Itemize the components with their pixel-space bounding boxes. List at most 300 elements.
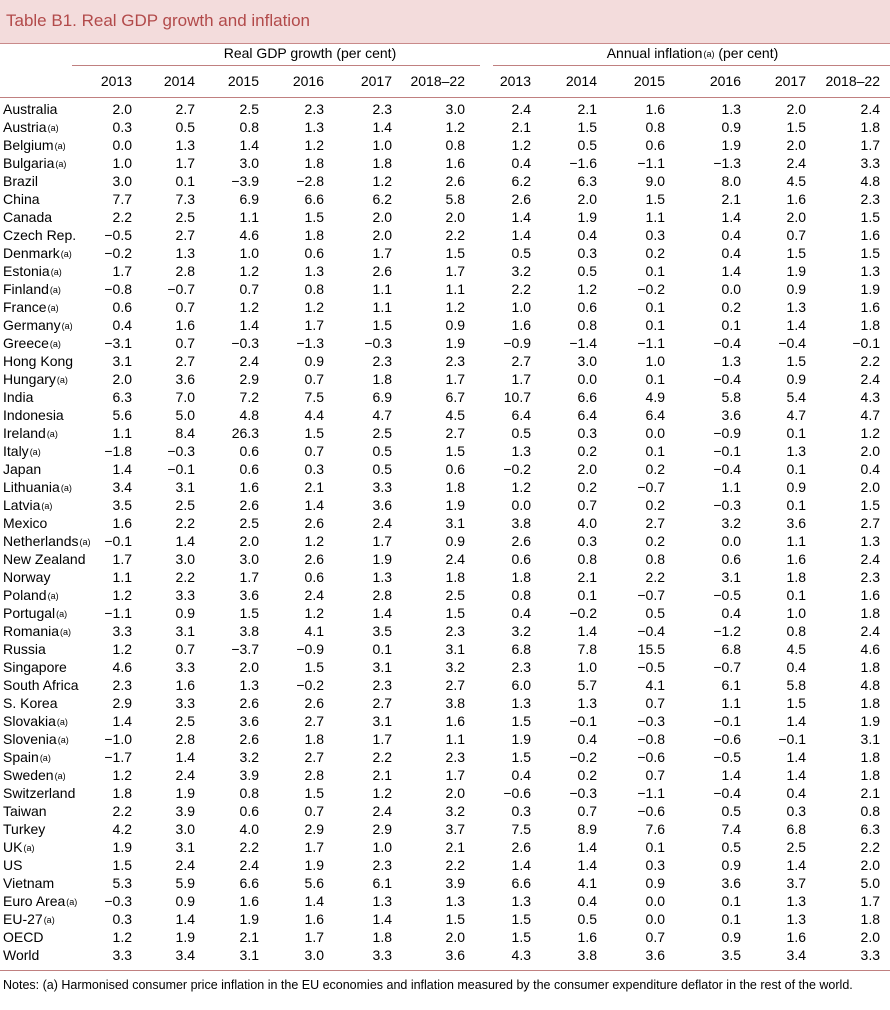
gdp-value-cell: 3.3 bbox=[175, 587, 195, 603]
inflation-value-cell: −0.4 bbox=[637, 623, 665, 639]
inflation-value-cell: 1.5 bbox=[511, 713, 531, 729]
gdp-value-cell: 2.6 bbox=[372, 263, 392, 279]
table-row bbox=[0, 371, 890, 389]
footnote-marker: (a) bbox=[57, 735, 69, 745]
inflation-value-cell: 0.0 bbox=[721, 281, 741, 297]
gdp-value-cell: −0.7 bbox=[167, 281, 195, 297]
gdp-value-cell: 0.9 bbox=[175, 893, 195, 909]
table-row bbox=[0, 389, 890, 407]
inflation-value-cell: 5.8 bbox=[786, 677, 806, 693]
gdp-value-cell: 0.3 bbox=[112, 119, 132, 135]
gdp-value-cell: 3.1 bbox=[445, 515, 465, 531]
inflation-value-cell: 0.8 bbox=[577, 317, 597, 333]
gdp-value-cell: 7.7 bbox=[112, 191, 132, 207]
gdp-value-cell: 0.1 bbox=[175, 173, 195, 189]
gdp-value-cell: 7.0 bbox=[175, 389, 195, 405]
inflation-value-cell: 3.3 bbox=[860, 947, 880, 963]
inflation-value-cell: 0.1 bbox=[786, 587, 806, 603]
header-rule bbox=[0, 97, 890, 98]
inflation-value-cell: 0.9 bbox=[786, 371, 806, 387]
inflation-value-cell: 1.4 bbox=[577, 839, 597, 855]
inflation-value-cell: 2.3 bbox=[511, 659, 531, 675]
inflation-value-cell: 1.2 bbox=[860, 425, 880, 441]
table-row bbox=[0, 803, 890, 821]
gdp-value-cell: 0.7 bbox=[304, 371, 324, 387]
gdp-value-cell: 1.8 bbox=[445, 479, 465, 495]
table-row bbox=[0, 947, 890, 965]
gdp-value-cell: 2.7 bbox=[304, 713, 324, 729]
gdp-value-cell: 0.5 bbox=[175, 119, 195, 135]
gdp-value-cell: 2.3 bbox=[445, 353, 465, 369]
country-cell bbox=[3, 299, 59, 315]
gdp-value-cell: 6.2 bbox=[372, 191, 392, 207]
inflation-value-cell: 3.2 bbox=[511, 263, 531, 279]
gdp-value-cell: 3.0 bbox=[239, 551, 259, 567]
gdp-value-cell: 3.1 bbox=[372, 659, 392, 675]
inflation-value-cell: 0.4 bbox=[577, 893, 597, 909]
country-cell bbox=[3, 263, 62, 279]
inflation-value-cell: 1.2 bbox=[511, 137, 531, 153]
gdp-value-cell: 2.5 bbox=[445, 587, 465, 603]
inflation-value-cell: 0.6 bbox=[511, 551, 531, 567]
footnote-marker: (a) bbox=[54, 141, 66, 151]
gdp-value-cell: 2.4 bbox=[445, 551, 465, 567]
inflation-value-cell: −0.6 bbox=[713, 731, 741, 747]
inflation-value-cell: 0.4 bbox=[511, 767, 531, 783]
gdp-value-cell: 2.3 bbox=[445, 623, 465, 639]
gdp-value-cell: −1.0 bbox=[104, 731, 132, 747]
gdp-value-cell: 2.5 bbox=[239, 101, 259, 117]
gdp-value-cell: 2.7 bbox=[445, 425, 465, 441]
gdp-value-cell: 1.1 bbox=[239, 209, 259, 225]
gdp-value-cell: 1.4 bbox=[304, 893, 324, 909]
footnote-marker: (a) bbox=[56, 717, 68, 727]
table-row bbox=[0, 821, 890, 839]
inflation-value-cell: 2.4 bbox=[786, 155, 806, 171]
inflation-value-cell: −0.1 bbox=[713, 713, 741, 729]
gdp-value-cell: −1.3 bbox=[296, 335, 324, 351]
gdp-value-cell: 1.6 bbox=[175, 677, 195, 693]
gdp-value-cell: 1.5 bbox=[304, 209, 324, 225]
gdp-value-cell: 3.0 bbox=[175, 551, 195, 567]
inflation-value-cell: 0.1 bbox=[645, 443, 665, 459]
gdp-value-cell: 1.4 bbox=[175, 749, 195, 765]
inflation-value-cell: 0.9 bbox=[645, 875, 665, 891]
gdp-value-cell: 1.6 bbox=[239, 893, 259, 909]
table-row bbox=[0, 731, 890, 749]
year-header: 2014 bbox=[163, 73, 195, 89]
inflation-value-cell: −0.2 bbox=[569, 605, 597, 621]
inflation-value-cell: 6.3 bbox=[860, 821, 880, 837]
inflation-value-cell: 1.9 bbox=[860, 713, 880, 729]
country-name: Romania bbox=[3, 623, 60, 639]
gdp-value-cell: 1.7 bbox=[112, 263, 132, 279]
gdp-value-cell: 3.6 bbox=[239, 713, 259, 729]
gdp-value-cell: 6.9 bbox=[239, 191, 259, 207]
gdp-value-cell: 2.9 bbox=[304, 821, 324, 837]
inflation-value-cell: −0.2 bbox=[569, 749, 597, 765]
gdp-value-cell: −0.8 bbox=[104, 281, 132, 297]
inflation-value-cell: 2.0 bbox=[860, 443, 880, 459]
gdp-value-cell: 1.5 bbox=[372, 317, 392, 333]
inflation-value-cell: 0.4 bbox=[721, 227, 741, 243]
country-name: OECD bbox=[3, 929, 44, 945]
inflation-value-cell: 0.0 bbox=[721, 533, 741, 549]
inflation-value-cell: 3.4 bbox=[786, 947, 806, 963]
inflation-group-rule bbox=[493, 65, 890, 66]
inflation-value-cell: 1.7 bbox=[860, 893, 880, 909]
gdp-group-rule bbox=[72, 65, 480, 66]
gdp-value-cell: 1.3 bbox=[304, 119, 324, 135]
country-cell bbox=[3, 317, 73, 333]
country-cell bbox=[3, 569, 50, 585]
gdp-value-cell: 0.4 bbox=[112, 317, 132, 333]
inflation-value-cell: 4.3 bbox=[511, 947, 531, 963]
gdp-value-cell: 2.4 bbox=[175, 767, 195, 783]
gdp-value-cell: 1.7 bbox=[304, 839, 324, 855]
inflation-value-cell: 0.3 bbox=[645, 857, 665, 873]
inflation-value-cell: 2.6 bbox=[511, 839, 531, 855]
gdp-value-cell: 2.1 bbox=[372, 767, 392, 783]
inflation-value-cell: 7.6 bbox=[645, 821, 665, 837]
inflation-value-cell: 1.4 bbox=[786, 713, 806, 729]
inflation-value-cell: 1.7 bbox=[860, 137, 880, 153]
inflation-value-cell: 1.6 bbox=[860, 587, 880, 603]
gdp-value-cell: 3.1 bbox=[445, 641, 465, 657]
country-cell bbox=[3, 371, 68, 387]
gdp-value-cell: 2.0 bbox=[372, 209, 392, 225]
inflation-value-cell: −0.6 bbox=[637, 749, 665, 765]
table-row bbox=[0, 407, 890, 425]
gdp-value-cell: 2.3 bbox=[304, 101, 324, 117]
gdp-value-cell: 1.6 bbox=[175, 317, 195, 333]
inflation-value-cell: 10.7 bbox=[503, 389, 531, 405]
gdp-value-cell: 4.6 bbox=[112, 659, 132, 675]
inflation-value-cell: 1.6 bbox=[786, 191, 806, 207]
gdp-value-cell: 0.7 bbox=[175, 299, 195, 315]
country-cell bbox=[3, 695, 57, 711]
inflation-value-cell: 4.0 bbox=[577, 515, 597, 531]
gdp-value-cell: 1.4 bbox=[239, 137, 259, 153]
table-row bbox=[0, 713, 890, 731]
gdp-value-cell: 1.4 bbox=[112, 713, 132, 729]
gdp-value-cell: 1.6 bbox=[445, 155, 465, 171]
inflation-value-cell: 1.4 bbox=[511, 857, 531, 873]
inflation-value-cell: −0.9 bbox=[713, 425, 741, 441]
country-name: Taiwan bbox=[3, 803, 47, 819]
country-name: Indonesia bbox=[3, 407, 64, 423]
inflation-value-cell: 2.4 bbox=[860, 551, 880, 567]
gdp-value-cell: 0.6 bbox=[239, 803, 259, 819]
inflation-value-cell: 0.0 bbox=[645, 911, 665, 927]
footnote-marker: (a) bbox=[61, 321, 73, 331]
country-cell bbox=[3, 407, 64, 423]
table-row bbox=[0, 515, 890, 533]
inflation-value-cell: 3.8 bbox=[577, 947, 597, 963]
inflation-value-cell: 1.3 bbox=[786, 299, 806, 315]
inflation-value-cell: 6.4 bbox=[577, 407, 597, 423]
country-cell bbox=[3, 191, 40, 207]
country-name: Australia bbox=[3, 101, 58, 117]
inflation-value-cell: 3.6 bbox=[721, 875, 741, 891]
footnote-marker: (a) bbox=[50, 267, 62, 277]
gdp-value-cell: 1.2 bbox=[112, 587, 132, 603]
country-name: New Zealand bbox=[3, 551, 86, 567]
gdp-value-cell: 2.1 bbox=[239, 929, 259, 945]
gdp-value-cell: 2.4 bbox=[239, 353, 259, 369]
gdp-value-cell: 0.8 bbox=[445, 137, 465, 153]
country-name: Finland bbox=[3, 281, 49, 297]
gdp-value-cell: 1.7 bbox=[372, 245, 392, 261]
country-name: Hong Kong bbox=[3, 353, 74, 369]
country-cell bbox=[3, 245, 72, 261]
inflation-value-cell: 0.0 bbox=[645, 425, 665, 441]
inflation-value-cell: 6.4 bbox=[645, 407, 665, 423]
inflation-value-cell: 0.4 bbox=[721, 605, 741, 621]
gdp-value-cell: 4.1 bbox=[304, 623, 324, 639]
gdp-value-cell: 1.3 bbox=[175, 137, 195, 153]
country-cell bbox=[3, 821, 45, 837]
inflation-value-cell: 5.4 bbox=[786, 389, 806, 405]
gdp-value-cell: 2.3 bbox=[112, 677, 132, 693]
footnote-marker: (a) bbox=[54, 771, 66, 781]
gdp-value-cell: 3.1 bbox=[239, 947, 259, 963]
gdp-value-cell: 3.2 bbox=[239, 749, 259, 765]
year-header: 2016 bbox=[292, 73, 324, 89]
gdp-value-cell: 1.7 bbox=[445, 263, 465, 279]
inflation-value-cell: 2.2 bbox=[860, 839, 880, 855]
country-name: UK bbox=[3, 839, 23, 855]
inflation-value-cell: 2.0 bbox=[786, 209, 806, 225]
country-name: US bbox=[3, 857, 23, 873]
gdp-value-cell: 0.8 bbox=[239, 119, 259, 135]
inflation-value-cell: 4.7 bbox=[786, 407, 806, 423]
gdp-value-cell: −0.5 bbox=[104, 227, 132, 243]
inflation-value-cell: 7.5 bbox=[511, 821, 531, 837]
inflation-value-cell: −1.2 bbox=[713, 623, 741, 639]
gdp-value-cell: 6.3 bbox=[112, 389, 132, 405]
table-row bbox=[0, 191, 890, 209]
country-name: Slovenia bbox=[3, 731, 57, 747]
inflation-value-cell: 0.1 bbox=[645, 839, 665, 855]
gdp-value-cell: 1.5 bbox=[445, 911, 465, 927]
inflation-value-cell: 0.0 bbox=[511, 497, 531, 513]
country-name: France bbox=[3, 299, 47, 315]
gdp-value-cell: 0.8 bbox=[239, 785, 259, 801]
gdp-value-cell: 2.0 bbox=[445, 785, 465, 801]
inflation-value-cell: 2.2 bbox=[511, 281, 531, 297]
table-row bbox=[0, 497, 890, 515]
inflation-value-cell: 0.9 bbox=[721, 119, 741, 135]
gdp-value-cell: 2.4 bbox=[239, 857, 259, 873]
gdp-value-cell: 0.1 bbox=[372, 641, 392, 657]
footnote-marker: (a) bbox=[49, 339, 61, 349]
inflation-value-cell: 1.8 bbox=[860, 695, 880, 711]
country-name: EU-27 bbox=[3, 911, 43, 927]
country-name: Italy bbox=[3, 443, 29, 459]
table-row bbox=[0, 749, 890, 767]
country-name: Netherlands bbox=[3, 533, 79, 549]
table-row bbox=[0, 245, 890, 263]
inflation-value-cell: 0.4 bbox=[786, 659, 806, 675]
inflation-value-cell: −0.8 bbox=[637, 731, 665, 747]
inflation-value-cell: 0.2 bbox=[645, 461, 665, 477]
table-row bbox=[0, 605, 890, 623]
gdp-value-cell: −2.8 bbox=[296, 173, 324, 189]
inflation-value-cell: 2.4 bbox=[511, 101, 531, 117]
inflation-value-cell: 0.6 bbox=[577, 299, 597, 315]
inflation-value-cell: 1.3 bbox=[721, 353, 741, 369]
inflation-value-cell: −0.3 bbox=[713, 497, 741, 513]
gdp-value-cell: 1.2 bbox=[239, 299, 259, 315]
footnote-marker: (a) bbox=[55, 159, 67, 169]
gdp-value-cell: 2.2 bbox=[239, 839, 259, 855]
gdp-value-cell: 3.5 bbox=[372, 623, 392, 639]
gdp-value-cell: 3.3 bbox=[175, 659, 195, 675]
inflation-value-cell: 2.1 bbox=[721, 191, 741, 207]
gdp-value-cell: 1.8 bbox=[112, 785, 132, 801]
inflation-value-cell: 0.9 bbox=[786, 479, 806, 495]
footnote-marker: (a) bbox=[60, 627, 72, 637]
year-header: 2016 bbox=[709, 73, 741, 89]
gdp-value-cell: 0.7 bbox=[304, 443, 324, 459]
country-name: Greece bbox=[3, 335, 49, 351]
country-cell bbox=[3, 443, 41, 459]
country-name: Austria bbox=[3, 119, 47, 135]
country-cell bbox=[3, 803, 47, 819]
inflation-value-cell: 0.0 bbox=[645, 893, 665, 909]
inflation-value-cell: 2.6 bbox=[511, 191, 531, 207]
inflation-value-cell: 1.3 bbox=[511, 893, 531, 909]
gdp-value-cell: 1.2 bbox=[112, 641, 132, 657]
country-name: Switzerland bbox=[3, 785, 76, 801]
gdp-value-cell: 3.1 bbox=[372, 713, 392, 729]
country-cell bbox=[3, 119, 59, 135]
footnote-marker: (a) bbox=[43, 915, 55, 925]
gdp-value-cell: 1.7 bbox=[175, 155, 195, 171]
inflation-value-cell: 1.5 bbox=[786, 245, 806, 261]
country-cell bbox=[3, 713, 68, 729]
inflation-value-cell: 0.9 bbox=[786, 281, 806, 297]
gdp-value-cell: 3.8 bbox=[445, 695, 465, 711]
gdp-value-cell: 6.7 bbox=[445, 389, 465, 405]
inflation-value-cell: 7.8 bbox=[577, 641, 597, 657]
inflation-value-cell: 0.8 bbox=[511, 587, 531, 603]
gdp-value-cell: 1.8 bbox=[372, 929, 392, 945]
inflation-value-cell: 0.2 bbox=[645, 533, 665, 549]
country-cell bbox=[3, 947, 39, 963]
inflation-value-cell: 1.4 bbox=[721, 767, 741, 783]
gdp-value-cell: 1.3 bbox=[445, 893, 465, 909]
table-row bbox=[0, 281, 890, 299]
gdp-value-cell: 3.3 bbox=[372, 479, 392, 495]
gdp-value-cell: 0.6 bbox=[445, 461, 465, 477]
gdp-value-cell: 1.0 bbox=[239, 245, 259, 261]
gdp-value-cell: 0.5 bbox=[372, 443, 392, 459]
footnote-marker: (a) bbox=[47, 123, 59, 133]
inflation-value-cell: 4.5 bbox=[786, 641, 806, 657]
country-name: Brazil bbox=[3, 173, 39, 189]
inflation-value-cell: −0.6 bbox=[503, 785, 531, 801]
inflation-value-cell: 1.6 bbox=[786, 929, 806, 945]
inflation-header-unit: (per cent) bbox=[714, 45, 779, 61]
inflation-value-cell: 2.7 bbox=[645, 515, 665, 531]
gdp-value-cell: 1.7 bbox=[304, 929, 324, 945]
gdp-value-cell: 3.6 bbox=[175, 371, 195, 387]
inflation-value-cell: −0.7 bbox=[637, 479, 665, 495]
inflation-value-cell: 2.1 bbox=[577, 101, 597, 117]
inflation-value-cell: 6.8 bbox=[511, 641, 531, 657]
table-row bbox=[0, 263, 890, 281]
footnote-marker: (a) bbox=[47, 303, 59, 313]
gdp-value-cell: 1.6 bbox=[304, 911, 324, 927]
gdp-value-cell: 2.5 bbox=[175, 713, 195, 729]
inflation-value-cell: 2.6 bbox=[511, 533, 531, 549]
gdp-value-cell: 2.4 bbox=[372, 515, 392, 531]
country-cell bbox=[3, 587, 59, 603]
gdp-value-cell: −3.1 bbox=[104, 335, 132, 351]
inflation-value-cell: 1.3 bbox=[860, 263, 880, 279]
inflation-value-cell: 3.6 bbox=[786, 515, 806, 531]
gdp-value-cell: 0.7 bbox=[304, 803, 324, 819]
gdp-value-cell: 2.7 bbox=[175, 101, 195, 117]
gdp-value-cell: 3.3 bbox=[372, 947, 392, 963]
gdp-value-cell: 1.6 bbox=[112, 515, 132, 531]
gdp-value-cell: −0.9 bbox=[296, 641, 324, 657]
gdp-value-cell: 0.6 bbox=[304, 569, 324, 585]
gdp-value-cell: 1.8 bbox=[372, 371, 392, 387]
gdp-value-cell: 1.9 bbox=[372, 551, 392, 567]
gdp-value-cell: 2.0 bbox=[112, 101, 132, 117]
inflation-value-cell: 1.8 bbox=[860, 767, 880, 783]
gdp-value-cell: 1.9 bbox=[175, 785, 195, 801]
inflation-value-cell: 0.3 bbox=[645, 227, 665, 243]
gdp-value-cell: 4.6 bbox=[239, 227, 259, 243]
year-header: 2018–22 bbox=[825, 73, 880, 89]
gdp-value-cell: 2.5 bbox=[372, 425, 392, 441]
gdp-value-cell: 0.6 bbox=[239, 443, 259, 459]
country-cell bbox=[3, 335, 61, 351]
gdp-value-cell: 3.7 bbox=[445, 821, 465, 837]
gdp-value-cell: 26.3 bbox=[231, 425, 259, 441]
gdp-value-cell: 1.7 bbox=[304, 317, 324, 333]
inflation-value-cell: 0.1 bbox=[645, 299, 665, 315]
gdp-value-cell: 2.0 bbox=[239, 533, 259, 549]
inflation-value-cell: −0.7 bbox=[637, 587, 665, 603]
inflation-value-cell: 0.7 bbox=[645, 767, 665, 783]
gdp-value-cell: 1.3 bbox=[239, 677, 259, 693]
country-name: China bbox=[3, 191, 40, 207]
gdp-value-cell: 3.9 bbox=[239, 767, 259, 783]
inflation-value-cell: −1.1 bbox=[637, 155, 665, 171]
gdp-value-cell: 3.3 bbox=[112, 947, 132, 963]
inflation-value-cell: 0.9 bbox=[721, 929, 741, 945]
inflation-value-cell: 1.3 bbox=[786, 443, 806, 459]
inflation-value-cell: 0.7 bbox=[645, 695, 665, 711]
footnote-marker: (a) bbox=[66, 897, 78, 907]
inflation-value-cell: 2.0 bbox=[860, 479, 880, 495]
inflation-value-cell: 6.4 bbox=[511, 407, 531, 423]
inflation-value-cell: 1.6 bbox=[860, 299, 880, 315]
inflation-value-cell: 1.5 bbox=[511, 929, 531, 945]
gdp-value-cell: 4.8 bbox=[239, 407, 259, 423]
inflation-value-cell: 1.8 bbox=[860, 911, 880, 927]
inflation-value-cell: 1.5 bbox=[860, 245, 880, 261]
country-cell bbox=[3, 929, 43, 945]
gdp-value-cell: 1.1 bbox=[372, 299, 392, 315]
inflation-value-cell: 1.6 bbox=[860, 227, 880, 243]
inflation-value-cell: 0.3 bbox=[577, 533, 597, 549]
